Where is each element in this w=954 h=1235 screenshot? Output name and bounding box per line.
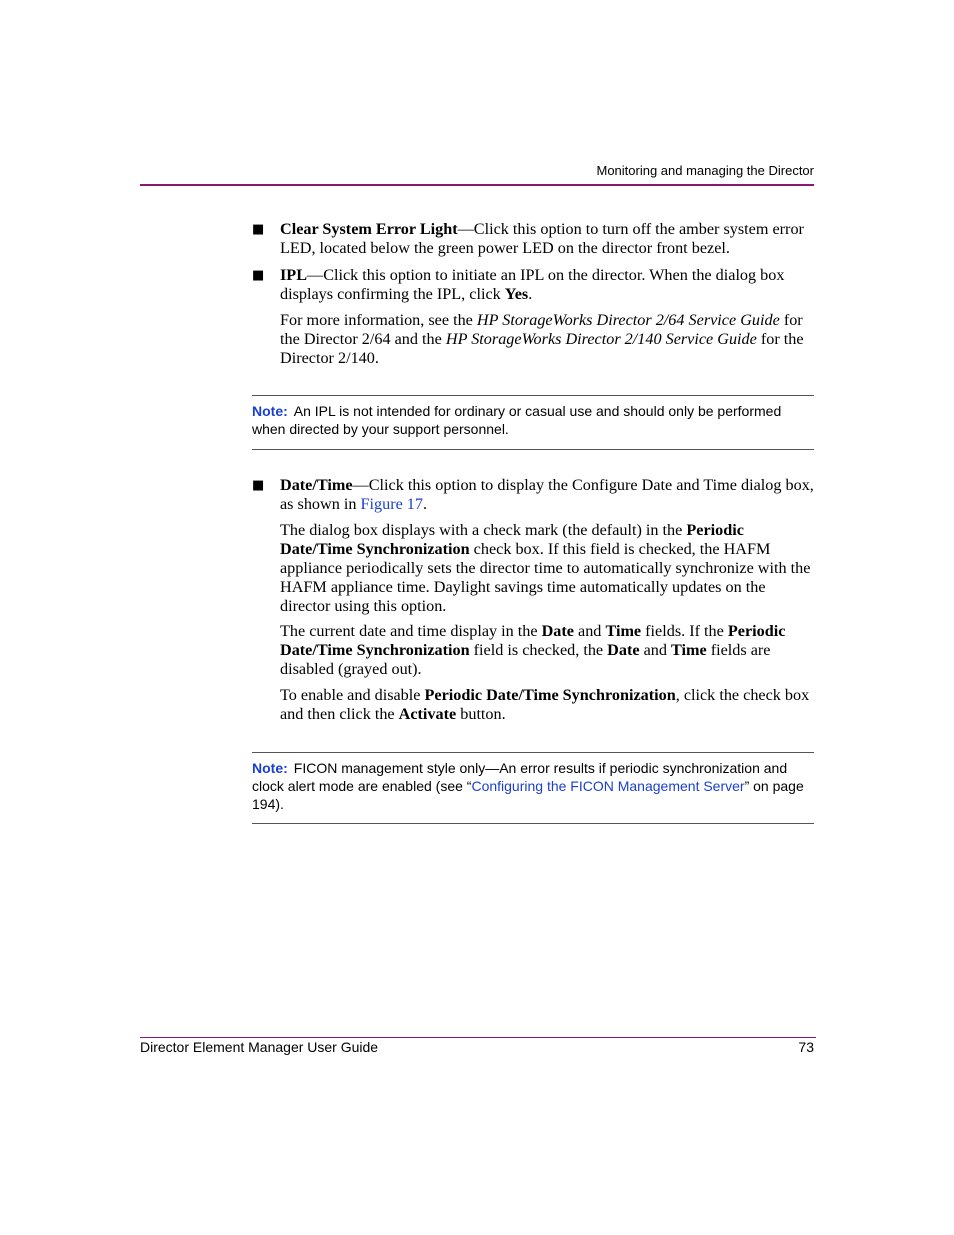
bullet-text: —Click this option to display the Configure Date and Time dialog box, as shown in — [280, 476, 814, 513]
text: , click the check box and then click the — [280, 686, 810, 723]
running-header: Monitoring and managing the Director — [596, 163, 814, 178]
text: check box. If this field is checked, the HAFM appliance periodically sets the director time to automatically synchronize with the HAFM appliance time. Daylight savings time automatically updates on the director using this option. — [280, 540, 811, 615]
text: fields are disabled (grayed out). — [280, 641, 771, 678]
text: for the Director 2/140. — [280, 330, 804, 367]
header-rule — [140, 184, 814, 186]
yes-label: Yes — [504, 285, 529, 303]
footer-rule — [140, 1037, 816, 1038]
term-date: Date — [541, 622, 574, 640]
text: for the Director 2/64 and the — [280, 311, 803, 348]
text: The dialog box displays with a check mark (the default) in the — [280, 521, 687, 539]
term-periodic-sync: Periodic Date/Time Synchronization — [424, 686, 676, 704]
para-dialog-check-mark — [280, 521, 814, 616]
bullet-clear-system-error-light — [252, 220, 814, 258]
text: field is checked, the — [469, 641, 608, 659]
note-text: —An error results if periodic synchronization and clock alert mode are enabled (see “ — [252, 760, 788, 794]
bullet-date-time — [252, 476, 814, 514]
guide-title-2-64: HP StorageWorks Director 2/64 Service Guide — [476, 311, 780, 329]
note-ficon — [252, 752, 814, 824]
para-enable-disable — [280, 686, 814, 724]
square-bullet-icon: ■ — [252, 268, 265, 283]
page-number: 73 — [798, 1039, 814, 1055]
term-periodic-sync: Periodic Date/Time Synchronization — [280, 521, 744, 558]
text: The current date and time display in the — [280, 622, 542, 640]
term-time: Time — [671, 641, 707, 659]
square-bullet-icon: ■ — [252, 478, 265, 493]
note-label: Note: — [252, 403, 288, 419]
text: and — [639, 641, 671, 659]
footer-title: Director Element Manager User Guide — [140, 1039, 379, 1055]
note-end: ” on page 194). — [252, 778, 804, 812]
term-date: Date — [607, 641, 640, 659]
note-label: Note: — [252, 760, 288, 776]
text: fields. If the — [641, 622, 728, 640]
text: button. — [456, 705, 506, 723]
punct: . — [423, 495, 428, 513]
term-activate: Activate — [398, 705, 457, 723]
note-ipl — [252, 395, 814, 450]
figure-17-link[interactable]: Figure 17 — [360, 495, 423, 513]
term-clear-system-error-light: Clear System Error Light — [280, 220, 458, 238]
text: For more information, see the — [280, 311, 477, 329]
ipl-more-info — [280, 311, 814, 368]
square-bullet-icon: ■ — [252, 222, 265, 237]
bullet-text: —Click this option to turn off the amber system error LED, located below the green power LED on the director front bezel. — [280, 220, 804, 257]
bullet-ipl — [252, 266, 814, 304]
term-date-time: Date/Time — [280, 476, 353, 494]
term-periodic-sync: Periodic Date/Time Synchronization — [280, 622, 786, 659]
para-current-date-time — [280, 622, 814, 679]
guide-title-2-140: HP StorageWorks Director 2/140 Service Guide — [445, 330, 757, 348]
bullet-text: —Click this option to initiate an IPL on the director. When the dialog box displays confirming the IPL, click — [280, 266, 785, 303]
text: To enable and disable — [280, 686, 425, 704]
note-lead: FICON management style only — [293, 760, 486, 776]
text: and — [573, 622, 606, 640]
term-time: Time — [605, 622, 642, 640]
punct: . — [528, 285, 533, 303]
term-ipl: IPL — [280, 266, 307, 284]
ficon-server-link[interactable]: Configuring the FICON Management Server — [471, 778, 745, 794]
note-text: An IPL is not intended for ordinary or casual use and should only be performed when directed by your support personnel. — [252, 403, 782, 437]
